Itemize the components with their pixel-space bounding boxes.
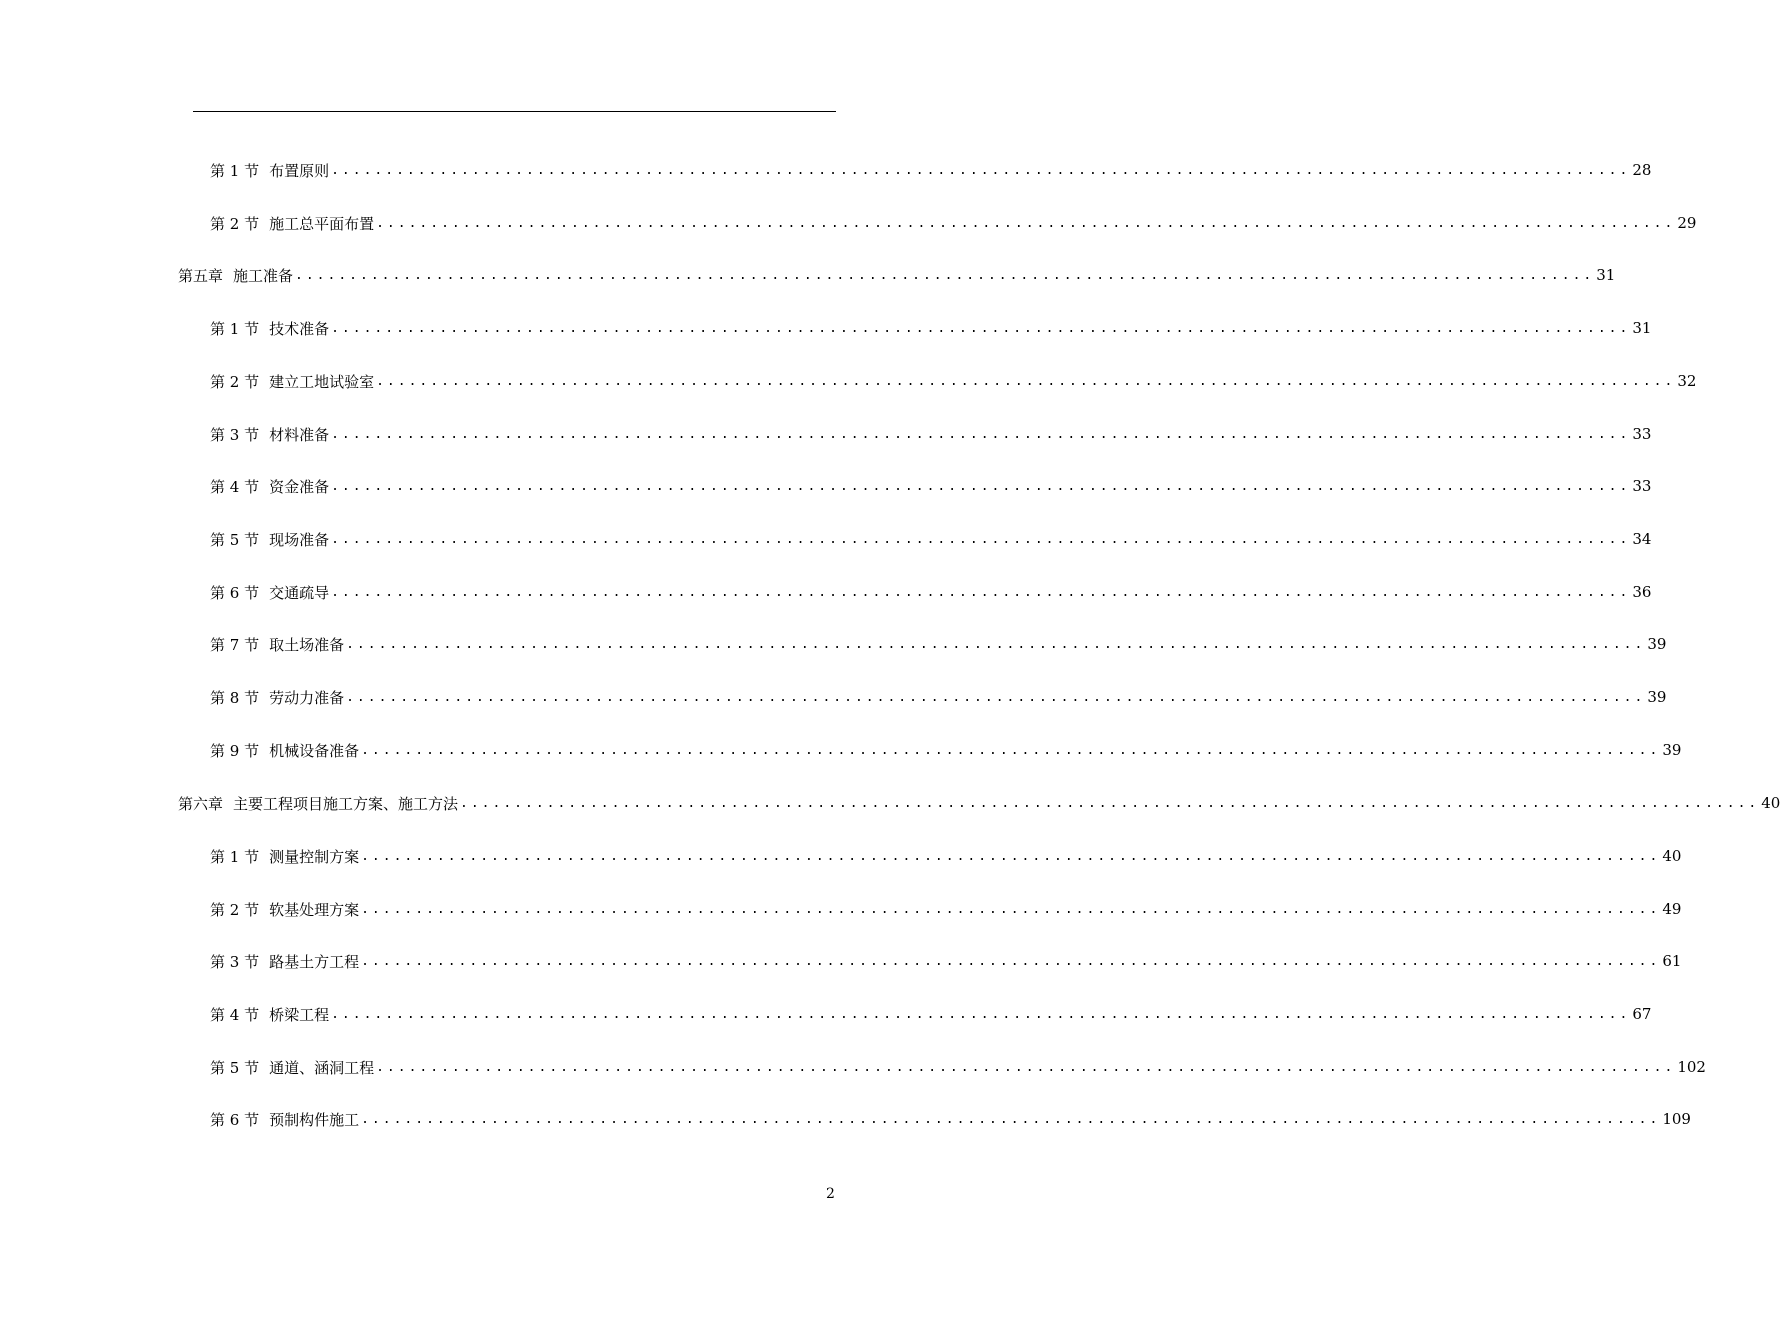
toc-entry-number: 第 1 节 bbox=[210, 319, 260, 338]
toc-entry-title: 机械设备准备 bbox=[269, 741, 360, 760]
toc-entry-page: 67 bbox=[1632, 1005, 1652, 1023]
toc-chapter-entry[interactable] bbox=[178, 263, 1616, 287]
toc-entry-page: 28 bbox=[1632, 161, 1652, 179]
dot-leader: ........................................................................................................................ bbox=[361, 1112, 1661, 1127]
toc-entry[interactable] bbox=[210, 527, 1652, 551]
toc-entry-page: 32 bbox=[1677, 372, 1697, 390]
toc-entry-page: 40 bbox=[1761, 794, 1780, 812]
toc-entry-page: 31 bbox=[1632, 319, 1652, 337]
toc-entry-number: 第 3 节 bbox=[210, 952, 260, 971]
toc-entry-page: 39 bbox=[1662, 741, 1682, 759]
toc-entry-title: 交通疏导 bbox=[269, 583, 330, 602]
toc-entry-title: 取土场准备 bbox=[269, 635, 345, 654]
toc-entry[interactable] bbox=[210, 738, 1682, 762]
toc-entry[interactable] bbox=[210, 685, 1667, 709]
toc-entry-title: 施工准备 bbox=[233, 266, 294, 285]
toc-entry-title: 现场准备 bbox=[269, 530, 330, 549]
toc-entry-number: 第 2 节 bbox=[210, 372, 260, 391]
toc-entry[interactable] bbox=[210, 580, 1652, 604]
toc-entry-number: 第 2 节 bbox=[210, 214, 260, 233]
dot-leader: ........................................................................................................................ bbox=[361, 902, 1661, 917]
toc-entry-title: 通道、涵洞工程 bbox=[269, 1058, 375, 1077]
toc-chapter-entry[interactable] bbox=[178, 791, 1780, 815]
toc-entry-page: 102 bbox=[1677, 1058, 1706, 1076]
toc-entry[interactable] bbox=[210, 316, 1652, 340]
toc-entry[interactable] bbox=[210, 844, 1682, 868]
toc-entry-number: 第 8 节 bbox=[210, 688, 260, 707]
toc-entry-title: 施工总平面布置 bbox=[269, 214, 375, 233]
toc-entry-title: 测量控制方案 bbox=[269, 847, 360, 866]
toc-entry-page: 33 bbox=[1632, 425, 1652, 443]
toc-entry-page: 109 bbox=[1662, 1110, 1691, 1128]
dot-leader: ........................................................................................................................ bbox=[376, 216, 1676, 231]
dot-leader: ........................................................................................................................ bbox=[361, 954, 1661, 969]
dot-leader: ........................................................................................................................ bbox=[331, 163, 1631, 178]
toc-entry-number: 第 1 节 bbox=[210, 847, 260, 866]
toc-entry-page: 36 bbox=[1632, 583, 1652, 601]
toc-entry[interactable] bbox=[210, 1002, 1652, 1026]
toc-entry-number: 第 5 节 bbox=[210, 1058, 260, 1077]
toc-entry-number: 第 4 节 bbox=[210, 1005, 260, 1024]
dot-leader: ........................................................................................................................ bbox=[331, 321, 1631, 336]
toc-entry[interactable] bbox=[210, 949, 1682, 973]
toc-entry-number: 第 6 节 bbox=[210, 1110, 260, 1129]
toc-entry-title: 路基土方工程 bbox=[269, 952, 360, 971]
toc-entry-number: 第 7 节 bbox=[210, 635, 260, 654]
toc-entry-title: 资金准备 bbox=[269, 477, 330, 496]
dot-leader: ........................................................................................................................ bbox=[346, 637, 1646, 652]
toc-entry-number: 第六章 bbox=[178, 794, 224, 813]
toc-entry-number: 第 3 节 bbox=[210, 425, 260, 444]
dot-leader: ........................................................................................................................ bbox=[361, 849, 1661, 864]
toc-entry-number: 第 4 节 bbox=[210, 477, 260, 496]
toc-entry-title: 建立工地试验室 bbox=[269, 372, 375, 391]
toc-entry-title: 材料准备 bbox=[269, 425, 330, 444]
toc-entry-number: 第 5 节 bbox=[210, 530, 260, 549]
toc-entry-page: 39 bbox=[1647, 688, 1667, 706]
toc-entry[interactable] bbox=[210, 211, 1697, 235]
toc-entry-page: 61 bbox=[1662, 952, 1682, 970]
toc-entry[interactable] bbox=[210, 474, 1652, 498]
toc-entry-page: 31 bbox=[1596, 266, 1616, 284]
dot-leader: ........................................................................................................................ bbox=[460, 796, 1760, 811]
toc-entry-title: 桥梁工程 bbox=[269, 1005, 330, 1024]
toc-entry-number: 第五章 bbox=[178, 266, 224, 285]
toc-entry-title: 技术准备 bbox=[269, 319, 330, 338]
dot-leader: ........................................................................................................................ bbox=[331, 479, 1631, 494]
toc-entry-number: 第 1 节 bbox=[210, 161, 260, 180]
toc-entry-page: 40 bbox=[1662, 847, 1682, 865]
toc-entry[interactable] bbox=[210, 422, 1652, 446]
toc-entry[interactable] bbox=[210, 158, 1652, 182]
toc-entry-title: 软基处理方案 bbox=[269, 900, 360, 919]
toc-entry-number: 第 2 节 bbox=[210, 900, 260, 919]
toc-entry-title: 预制构件施工 bbox=[269, 1110, 360, 1129]
toc-entry[interactable] bbox=[210, 369, 1697, 393]
dot-leader: ........................................................................................................................ bbox=[376, 1060, 1676, 1075]
toc-entry-number: 第 6 节 bbox=[210, 583, 260, 602]
dot-leader: ........................................................................................................................ bbox=[346, 690, 1646, 705]
toc-entry[interactable] bbox=[210, 897, 1682, 921]
toc-entry[interactable] bbox=[210, 632, 1667, 656]
dot-leader: ........................................................................................................................ bbox=[361, 743, 1661, 758]
dot-leader: ........................................................................................................................ bbox=[331, 427, 1631, 442]
dot-leader: ........................................................................................................................ bbox=[331, 585, 1631, 600]
toc-entry-page: 34 bbox=[1632, 530, 1652, 548]
dot-leader: ........................................................................................................................ bbox=[331, 1007, 1631, 1022]
toc-entry[interactable] bbox=[210, 1055, 1706, 1079]
dot-leader: ........................................................................................................................ bbox=[376, 374, 1676, 389]
toc-entry-title: 主要工程项目施工方案、施工方法 bbox=[233, 794, 459, 813]
toc-entry-page: 39 bbox=[1647, 635, 1667, 653]
toc-entry-title: 布置原则 bbox=[269, 161, 330, 180]
dot-leader: ........................................................................................................................ bbox=[295, 268, 1595, 283]
toc-entry-number: 第 9 节 bbox=[210, 741, 260, 760]
dot-leader: ........................................................................................................................ bbox=[331, 532, 1631, 547]
toc-entry-page: 49 bbox=[1662, 900, 1682, 918]
toc-entry-page: 29 bbox=[1677, 214, 1697, 232]
toc-entry[interactable] bbox=[210, 1107, 1691, 1131]
toc-entry-title: 劳动力准备 bbox=[269, 688, 345, 707]
page-number: 2 bbox=[826, 1186, 835, 1202]
toc-entry-page: 33 bbox=[1632, 477, 1652, 495]
